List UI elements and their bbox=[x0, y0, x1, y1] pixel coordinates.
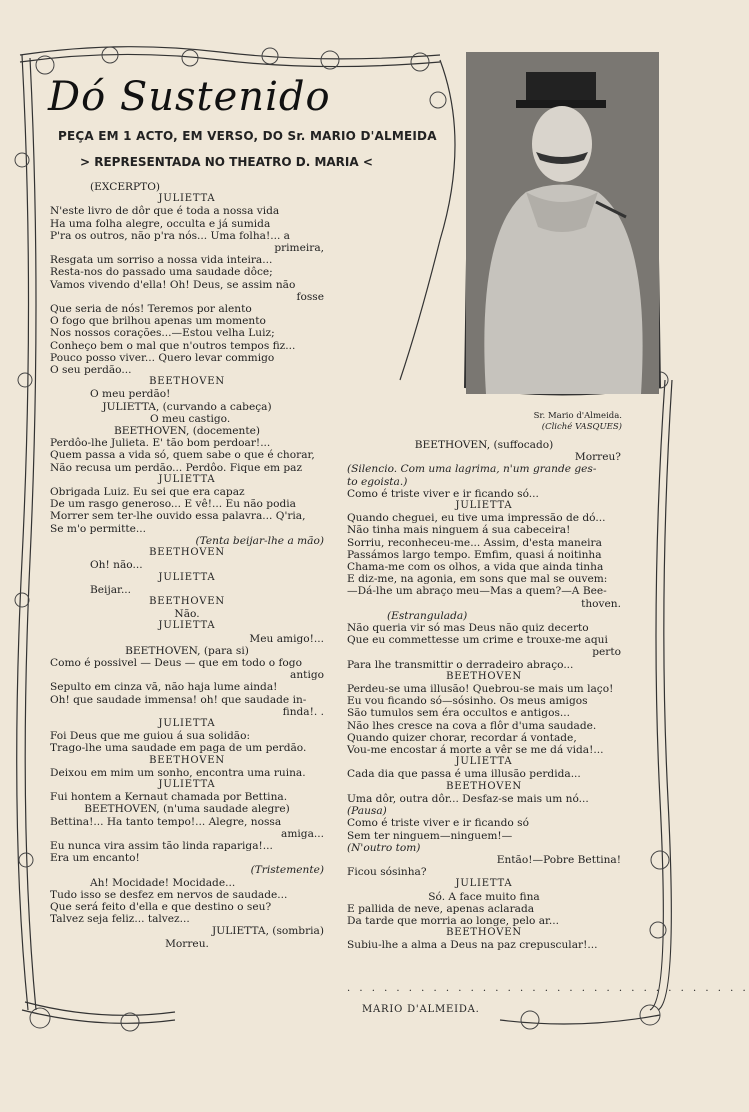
photo-caption bbox=[470, 411, 622, 433]
text-line: Morreu? bbox=[574, 451, 621, 464]
text-line: Obrigada Luiz. Eu sei que era capaz bbox=[50, 486, 245, 499]
text-line: BEETHOVEN, (para si) bbox=[125, 644, 249, 657]
text-line: JULIETTA bbox=[158, 571, 216, 583]
text-line: De um rasgo generoso... E vê!... Eu não podia bbox=[50, 498, 296, 511]
text-line: Ficou sósinha? bbox=[347, 866, 427, 879]
play-performance-note: > REPRESENTADA NO THEATRO D. MARIA < bbox=[80, 155, 373, 169]
text-line: fosse bbox=[296, 290, 324, 303]
text-line: finda!. . bbox=[282, 705, 324, 718]
text-line: (EXCERPTO) bbox=[90, 181, 161, 193]
text-line: Chama-me com os olhos, a vida que ainda tinha bbox=[347, 561, 604, 574]
text-line: Quando quizer chorar, recordar á vontade, bbox=[347, 731, 577, 744]
text-line: Resgata um sorriso a nossa vida inteira... bbox=[50, 254, 273, 267]
text-line: Como é triste viver e ir ficando só bbox=[347, 817, 529, 830]
text-line: Sem ter ninguem—ninguem!— bbox=[347, 829, 513, 842]
text-line: Fui hontem a Kernaut chamada por Bettina. bbox=[50, 791, 288, 804]
left-text-column bbox=[50, 181, 324, 950]
text-line: Eu vou ficando só—sósinho. Os meus amigos bbox=[347, 695, 588, 708]
text-line: Então!—Pobre Bettina! bbox=[496, 853, 621, 866]
text-line: Ha uma folha alegre, occulta e já sumida bbox=[50, 217, 271, 230]
text-line: E pallida de neve, apenas aclarada bbox=[347, 902, 535, 915]
text-line: JULIETTA bbox=[158, 193, 216, 205]
text-line: Talvez seja feliz... talvez... bbox=[50, 913, 190, 926]
text-line: (Pausa) bbox=[347, 805, 387, 818]
text-line: Da tarde que morria ao longe, pelo ar... bbox=[347, 914, 560, 927]
text-line: BEETHOVEN bbox=[149, 376, 225, 388]
text-line: BEETHOVEN, (docemente) bbox=[113, 425, 261, 438]
text-line: Ah! Mocidade! Mocidade... bbox=[90, 876, 236, 889]
text-line: primeira, bbox=[274, 242, 324, 255]
text-line: Trago-lhe uma saudade em paga de um perdão. bbox=[50, 742, 307, 755]
text-line: Morrer sem ter-lhe ouvido essa palavra... Q'ria, bbox=[50, 510, 306, 523]
text-line: BEETHOVEN bbox=[446, 780, 522, 792]
text-line: JULIETTA bbox=[158, 717, 216, 729]
text-line: Morreu. bbox=[165, 937, 209, 950]
text-line: Como é possivel — Deus — que em todo o fogo bbox=[50, 656, 302, 669]
text-line: perto bbox=[592, 646, 621, 659]
text-line: Meu amigo!... bbox=[249, 632, 324, 645]
text-line: JULIETTA, (sombria) bbox=[212, 925, 324, 938]
text-line: Só. A face muito fina bbox=[428, 890, 540, 903]
text-line: to egoista.) bbox=[347, 475, 408, 488]
text-line: (N'outro tom) bbox=[347, 841, 421, 854]
text-line: Bettina!... Ha tanto tempo!... Alegre, nossa bbox=[50, 815, 282, 828]
text-line: Para lhe transmittir o derradeiro abraço... bbox=[347, 658, 574, 671]
text-line: Não lhes cresce na cova a flôr d'uma saudade. bbox=[347, 719, 597, 732]
text-line: O seu perdão... bbox=[50, 364, 132, 377]
text-line: (Tristemente) bbox=[250, 864, 324, 877]
text-line: (Tenta beijar-lhe a mão) bbox=[195, 534, 324, 547]
text-line: P'ra os outros, não p'ra nós... Uma folha!... a bbox=[50, 229, 290, 242]
text-line: JULIETTA bbox=[455, 878, 513, 890]
man-in-uniform-portrait bbox=[466, 52, 659, 394]
text-line: O meu perdão! bbox=[90, 388, 171, 401]
text-line: —Dá-lhe um abraço meu—Mas a quem?—A Bee- bbox=[347, 585, 607, 598]
text-line: Que seria de nós! Teremos por alento bbox=[50, 303, 252, 316]
text-line: Oh! que saudade immensa! oh! que saudade in- bbox=[50, 693, 307, 706]
text-line: JULIETTA bbox=[158, 778, 216, 790]
text-line: Foi Deus que me guiou á sua solidão: bbox=[50, 730, 251, 743]
text-line: BEETHOVEN bbox=[446, 670, 522, 682]
text-line: São tumulos sem éra occultos e antigos... bbox=[347, 707, 570, 720]
text-line: E diz-me, na agonia, em sons que mal se ouvem: bbox=[347, 573, 608, 586]
text-line: amiga... bbox=[281, 827, 324, 840]
text-line: Vamos vivendo d'ella! Oh! Deus, se assim não bbox=[50, 278, 296, 291]
text-line: Oh! não... bbox=[90, 559, 143, 572]
text-line: BEETHOVEN, (suffocado) bbox=[414, 439, 554, 451]
portrait-photo bbox=[466, 52, 659, 394]
text-line: BEETHOVEN bbox=[149, 595, 225, 607]
text-line: Resta-nos do passado uma saudade dôce; bbox=[50, 266, 273, 279]
text-line: JULIETTA bbox=[158, 473, 216, 485]
play-title: Dó Sustenido bbox=[48, 74, 331, 120]
text-line: N'este livro de dôr que é toda a nossa vida bbox=[50, 205, 280, 218]
text-line: Como é triste viver e ir ficando só... bbox=[347, 487, 539, 500]
text-line: BEETHOVEN bbox=[446, 927, 522, 939]
text-line: Sepulto em cinza vã, não haja lume ainda! bbox=[50, 681, 278, 694]
text-line: Deixou em mim um sonho, encontra uma ruina. bbox=[50, 766, 306, 779]
text-line: Perdôo-lhe Julieta. E' tão bom perdoar!... bbox=[50, 437, 271, 450]
text-line: Beijar... bbox=[90, 583, 132, 596]
text-line: Vou-me encostar á morte a vêr se me dá vida!... bbox=[347, 744, 604, 757]
text-line: antigo bbox=[290, 669, 324, 682]
caption-credit: (Cliché VASQUES) bbox=[541, 422, 622, 432]
author-signoff: MARIO D'ALMEIDA. bbox=[362, 1004, 480, 1015]
text-line: Não queria vir só mas Deus não quiz decerto bbox=[347, 622, 589, 635]
text-line: Que será feito d'ella e que destino o seu? bbox=[50, 900, 272, 913]
text-line: (Silencio. Com uma lagrima, n'um grande ges- bbox=[347, 463, 597, 476]
text-line: Passámos largo tempo. Emfim, quasi á noitinha bbox=[347, 548, 602, 561]
text-line: Que eu commettesse um crime e trouxe-me aqui bbox=[347, 634, 608, 647]
text-line: Uma dôr, outra dôr... Desfaz-se mais um nó... bbox=[347, 792, 589, 805]
text-line: Não. bbox=[174, 608, 200, 621]
text-line: Eu nunca vira assim tão linda rapariga!... bbox=[50, 839, 273, 852]
text-line: Nos nossos corações...—Estou velha Luiz; bbox=[50, 327, 275, 340]
play-subtitle: PEÇA EM 1 ACTO, EM VERSO, DO Sr. MARIO D'ALMEIDA bbox=[58, 129, 437, 143]
text-line: Cada dia que passa é uma illusão perdida... bbox=[347, 768, 581, 781]
text-line: O meu castigo. bbox=[150, 412, 231, 425]
text-line: JULIETTA bbox=[455, 756, 513, 768]
text-line: Pouco posso viver... Quero levar commigo bbox=[50, 351, 275, 364]
text-line: BEETHOVEN, (n'uma saudade alegre) bbox=[84, 803, 290, 816]
text-line: Tudo isso se desfez em nervos de saudade... bbox=[50, 888, 288, 901]
ellipsis-row: . . . . . . . . . . . . . . . . . . . . . . . . . . . . . . . . . bbox=[347, 983, 749, 994]
text-line: (Estrangulada) bbox=[387, 609, 468, 622]
text-line: Era um encanto! bbox=[50, 852, 140, 865]
text-line: Sorriu, reconheceu-me... Assim, d'esta maneira bbox=[347, 536, 602, 549]
text-line: Se m'o permitte... bbox=[50, 522, 147, 535]
text-line: O fogo que brilhou apenas um momento bbox=[50, 315, 266, 328]
right-text-column bbox=[347, 439, 621, 952]
text-line: JULIETTA bbox=[158, 620, 216, 632]
text-line: thoven. bbox=[581, 597, 621, 610]
text-line: Quem passa a vida só, quem sabe o que é chorar, bbox=[50, 449, 315, 462]
text-line: Subiu-lhe a alma a Deus na paz crepuscular!... bbox=[347, 939, 598, 952]
text-line: JULIETTA bbox=[455, 500, 513, 512]
text-line: Perdeu-se uma illusão! Quebrou-se mais um laço! bbox=[347, 683, 614, 696]
text-line: JULIETTA, (curvando a cabeça) bbox=[102, 400, 272, 413]
text-line: Quando cheguei, eu tive uma impressão de dó... bbox=[347, 512, 606, 525]
caption-name: Sr. Mario d'Almeida. bbox=[533, 411, 622, 421]
text-line: Não tinha mais ninguem á sua cabeceira! bbox=[347, 524, 571, 537]
text-line: Conheço bem o mal que n'outros tempos fiz... bbox=[50, 339, 296, 352]
text-line: BEETHOVEN bbox=[149, 547, 225, 559]
text-line: Não recusa um perdão... Perdôo. Fique em paz bbox=[50, 461, 303, 474]
text-line: BEETHOVEN bbox=[149, 754, 225, 766]
